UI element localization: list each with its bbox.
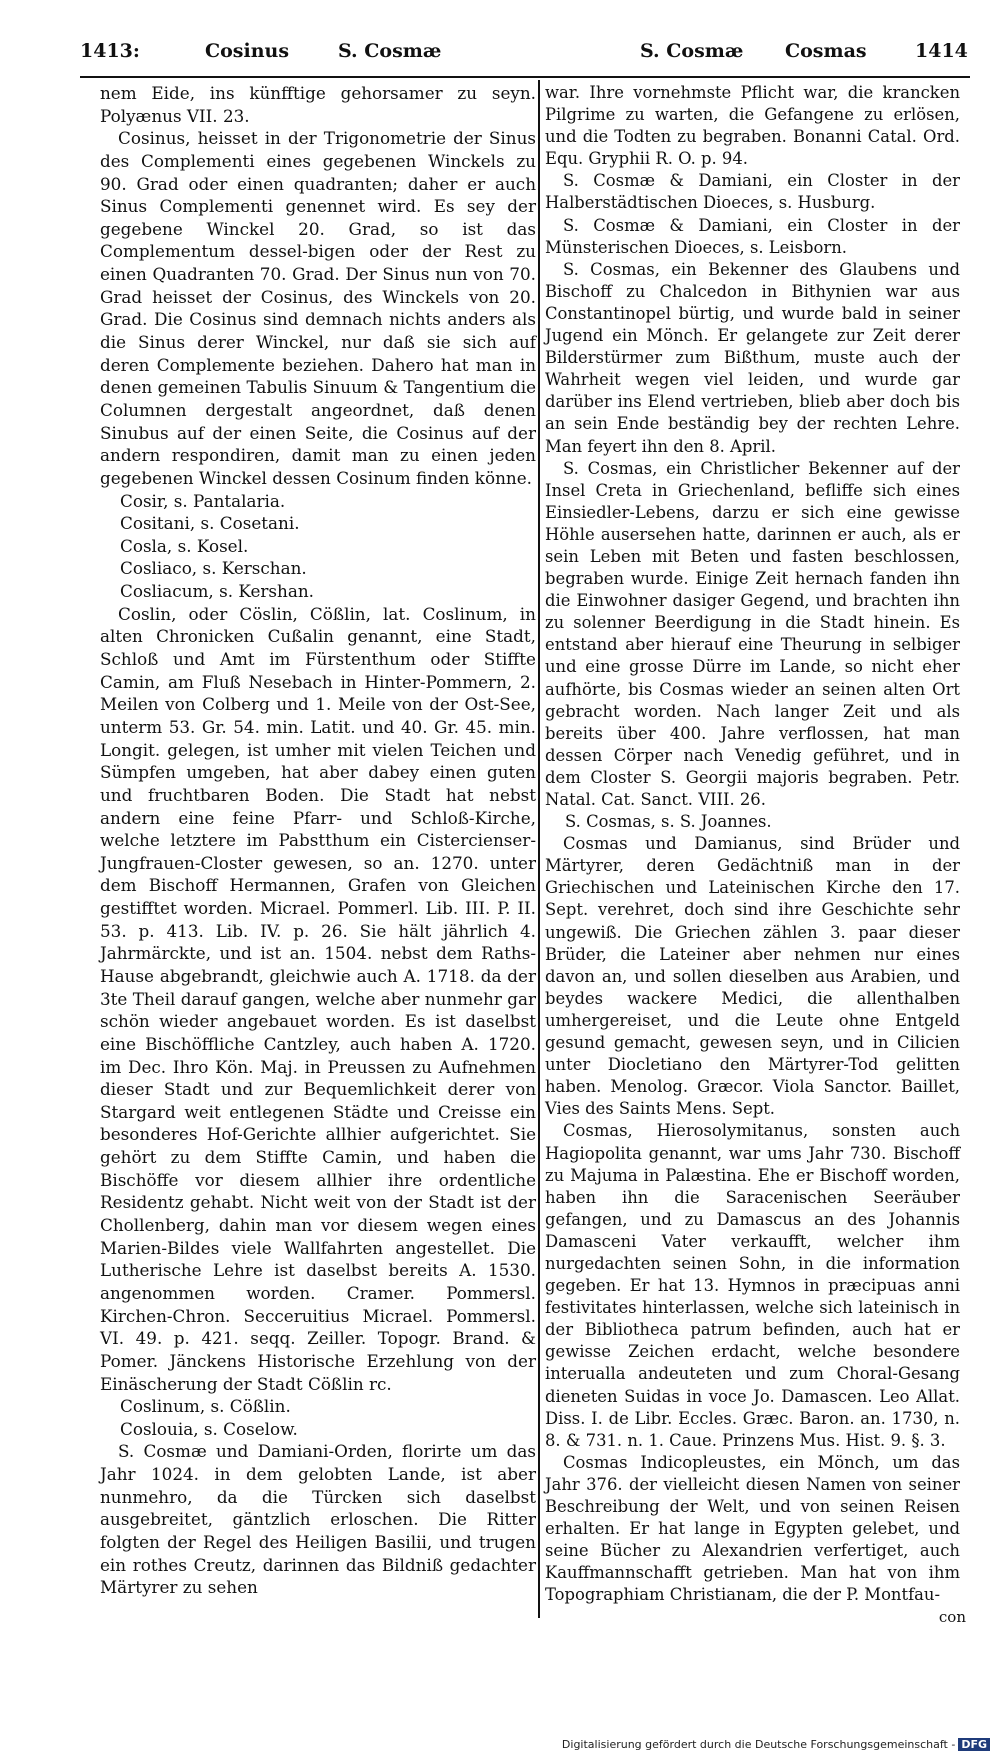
running-head-cosinus: Cosinus [205,40,290,62]
running-head-cosmae-left: S. Cosmæ [338,40,442,62]
left-entry: Cosliacum, s. Kershan. [120,581,314,602]
footer-credit [562,1738,990,1751]
right-entry: S. Cosmæ & Damiani, ein Closter in der Halberstädtischen Dioeces, s. Husburg. [545,171,960,213]
footer-text: Digitalisierung gefördert durch die Deutsche Forschungsgemeinschaft - [561,1738,956,1751]
page-number-right: 1414 [915,40,968,62]
left-entry: nem Eide, ins künfftige gehorsamer zu seyn. Polyænus VII. 23. [100,83,536,126]
right-entry: Cosmas, Hierosolymitanus, sonsten auch Hagiopolita genannt, war ums Jahr 730. Bischoff zu Majuma in Palæstina. Ehe er Bischoff worden, haben ihn die Saracenischen Seeräuber gefangen, und zu Damascus an des Johannis Damasceni Vater verkaufft, welcher ihm nurgedachten seinen Sohn, in die information gegeben. Er hat 13. Hymnos in præcipuas anni festivitates hinterlassen, welche sich lateinisch in der Bibliotheca patrum befinden, auch hat er gewisse Zeichen erdacht, welche besondere interualla andeuteten und zum Choral-Gesang dieneten Suidas in voce Jo. Damascen. Leo Allat. Diss. I. de Libr. Eccles. Græc. Baron. an. 1730, n. 8. & 731. n. 1. Caue. Prinzens Mus. Hist. 9. §. 3. [545,1121,960,1450]
right-entry: Cosmas Indicopleustes, ein Mönch, um das Jahr 376. der vielleicht diesen Namen von seiner Beschreibung der Welt, und von seinen Reisen erhalten. Er hat lange in Egypten gelebet, und seine Bücher zu Alexandrien verfertiget, auch Kauffmannschafft getrieben. Man hat von ihm Topographiam Christianam, die der P. Montfau- [545,1452,960,1605]
left-entry: Cosir, s. Pantalaria. [120,490,286,511]
running-head-cosmae-right: S. Cosmæ [640,40,744,62]
left-entry: Cosinus, heisset in der Trigonometrie der Sinus des Complementi eines gegebenen Winckels zu 90. Grad oder einen quadranten; daher er auch Sinus Complementi genennet wird. Es sey der gegebene Winckel 20. Grad, so ist das Complementum dessel-bigen oder der Rest zu einen Quadranten 70. Grad. Der Sinus nun von 70. Grad heisset der Cosinus, des Winckels von 20. Grad. Die Cosinus sind demnach nichts anders als die Sinus derer Winckel, nur daß sie sich auf deren Complemente beziehen. Dahero hat man in denen gemeinen Tabulis Sinuum & Tangentium die Columnen dergestalt angeordnet, daß denen Sinubus auf der einen Seite, die Cosinus auf der andern respondiren, damit man zu einen jeden gegebenen Winckel dessen Cosinum finden könne. [100,128,536,488]
left-entry: Cositani, s. Cosetani. [120,513,300,534]
column-divider [538,80,540,1618]
page-number-left: 1413: [80,40,140,62]
dfg-logo: DFG [958,1738,990,1751]
header-rule [80,76,970,78]
right-entry: Cosmas und Damianus, sind Brüder und Märtyrer, deren Gedächtniß man in der Griechischen und Lateinischen Kirche den 17. Sept. verehret, doch sind ihre Geschichte sehr ungewiß. Die Griechen zählen 3. paar dieser Brüder, die Lateiner aber nehmen nur eines davon an, und sollen dieselben aus Arabien, und beydes wackere Medici, die allenthalben umhergereiset, und die Leute ohne Entgeld gesund gemacht, gewesen seyn, und in Cilicien unter Diocletiano den Märtyrer-Tod gelitten haben. Menolog. Græcor. Viola Sanctor. Baillet, Vies des Saints Mens. Sept. [545,834,960,1119]
left-entry: Cosla, s. Kosel. [120,535,249,556]
right-entry: S. Cosmas, ein Christlicher Bekenner auf der Insel Creta in Griechenland, befliffe sich eines Einsiedler-Lebens, darzu er sich eine gewisse Höhle ausersehen hatte, darinnen er auch, als er sein Leben mit Beten und fasten beschlossen, begraben wurde. Einige Zeit hernach fanden ihn die Einwohner dasiger Gegend, und brachten ihn zu solenner Beerdigung in die Stadt hinein. Es entstand aber hierauf eine Theurung in selbiger und eine grosse Dürre im Lande, so nicht eher aufhörte, bis Cosmas wieder an seinen alten Ort gebracht worden. Nach langer Zeit und als bereits über 400. Jahre verflossen, hat man dessen Cörper nach Venedig geführet, und in dem Closter S. Georgii majoris begraben. Petr. Natal. Cat. Sanct. VIII. 26. [545,458,960,809]
right-entry: S. Cosmas, s. S. Joannes. [565,812,772,832]
right-entry: war. Ihre vornehmste Pflicht war, die krancken Pilgrime zu warten, die Gefangene zu erlösen, und die Todten zu begraben. Bonanni Catal. Ord. Equ. Gryphii R. O. p. 94. [545,83,960,169]
left-entry: S. Cosmæ und Damiani-Orden, florirte um das Jahr 1024. in dem gelobten Lande, ist aber nunmehro, da die Türcken sich daselbst ausgebreitet, gäntzlich erloschen. Die Ritter folgten der Regel des Heiligen Basilii, und trugen ein rothes Creutz, darinnen das Bildniß gedachter Märtyrer zu sehen [100,1441,536,1598]
left-entry: Cosliaco, s. Kerschan. [120,558,307,579]
right-column [545,82,960,1606]
left-entry: Coslin, oder Cöslin, Cößlin, lat. Coslinum, in alten Chronicken Cußalin genannt, eine Stadt, Schloß und Amt im Fürstenthum oder Stiffte Camin, am Fluß Nesebach in Hinter-Pommern, 2. Meilen von Colberg und 1. Meile von der Ost-See, unterm 53. Gr. 54. min. Latit. und 40. Gr. 45. min. Longit. gelegen, ist umher mit vielen Teichen und Sümpfen umgeben, hat aber dabey einen guten und fruchtbaren Boden. Die Stadt hat nebst andern eine feine Pfarr- und Schloß-Kirche, welche letztere im Pabstthum ein Cistercienser-Jungfrauen-Closter gewesen, so an. 1270. unter dem Bischoff Hermannen, Grafen von Gleichen gestifftet worden. Micrael. Pommerl. Lib. III. P. II. 53. p. 413. Lib. IV. p. 26. Sie hält jährlich 4. Jahrmärckte, und ist an. 1504. nebst dem Raths-Hause abgebrandt, gleichwie auch A. 1718. da der 3te Theil darauf gangen, welche aber nunmehr gar schön wieder angebauet worden. Es ist daselbst eine Bischöffliche Cantzley, auch haben A. 1720. im Dec. Ihro Kön. Maj. in Preussen zu Aufnehmen dieser Stadt und zur Bequemlichkeit derer von Stargard weit entlegenen Städte und Creisse ein besonderes Hof-Gerichte allhier aufgerichtet. Sie gehört zu dem Stiffte Camin, und haben die Bischöffe vor diesem allhier ihre ordentliche Residentz gehabt. Nicht weit von der Stadt ist der Chollenberg, dahin man vor diesem wegen eines Marien-Bildes viele Wallfahrten angestellet. Die Lutherische Lehre ist daselbst bereits A. 1530. angenommen worden. Cramer. Pommersl. Kirchen-Chron. Secceruitius Micrael. Pommersl. VI. 49. p. 421. seqq. Zeiller. Topogr. Brand. & Pomer. Jänckens Historische Erzehlung von der Einäscherung der Stadt Cößlin rc. [100,603,536,1394]
catchword: con [938,1608,966,1626]
left-entry: Coslinum, s. Cößlin. [120,1396,291,1417]
running-head-cosmas: Cosmas [785,40,867,62]
right-entry: S. Cosmæ & Damiani, ein Closter in der Münsterischen Dioeces, s. Leisborn. [545,215,960,257]
left-entry: Coslouia, s. Coselow. [120,1418,298,1439]
right-entry: S. Cosmas, ein Bekenner des Glaubens und Bischoff zu Chalcedon in Bithynien war aus Constantinopel bürtig, und wurde bald in seiner Jugend ein Mönch. Er gelangete zur Zeit derer Bilderstürmer zum Bißthum, muste auch der Wahrheit wegen viel leiden, und wurde gar darüber ins Elend vertrieben, blieb aber doch bis an sein Ende beständig bey der rechten Lehre. Man feyert ihn den 8. April. [545,259,960,456]
left-column [100,82,536,1599]
